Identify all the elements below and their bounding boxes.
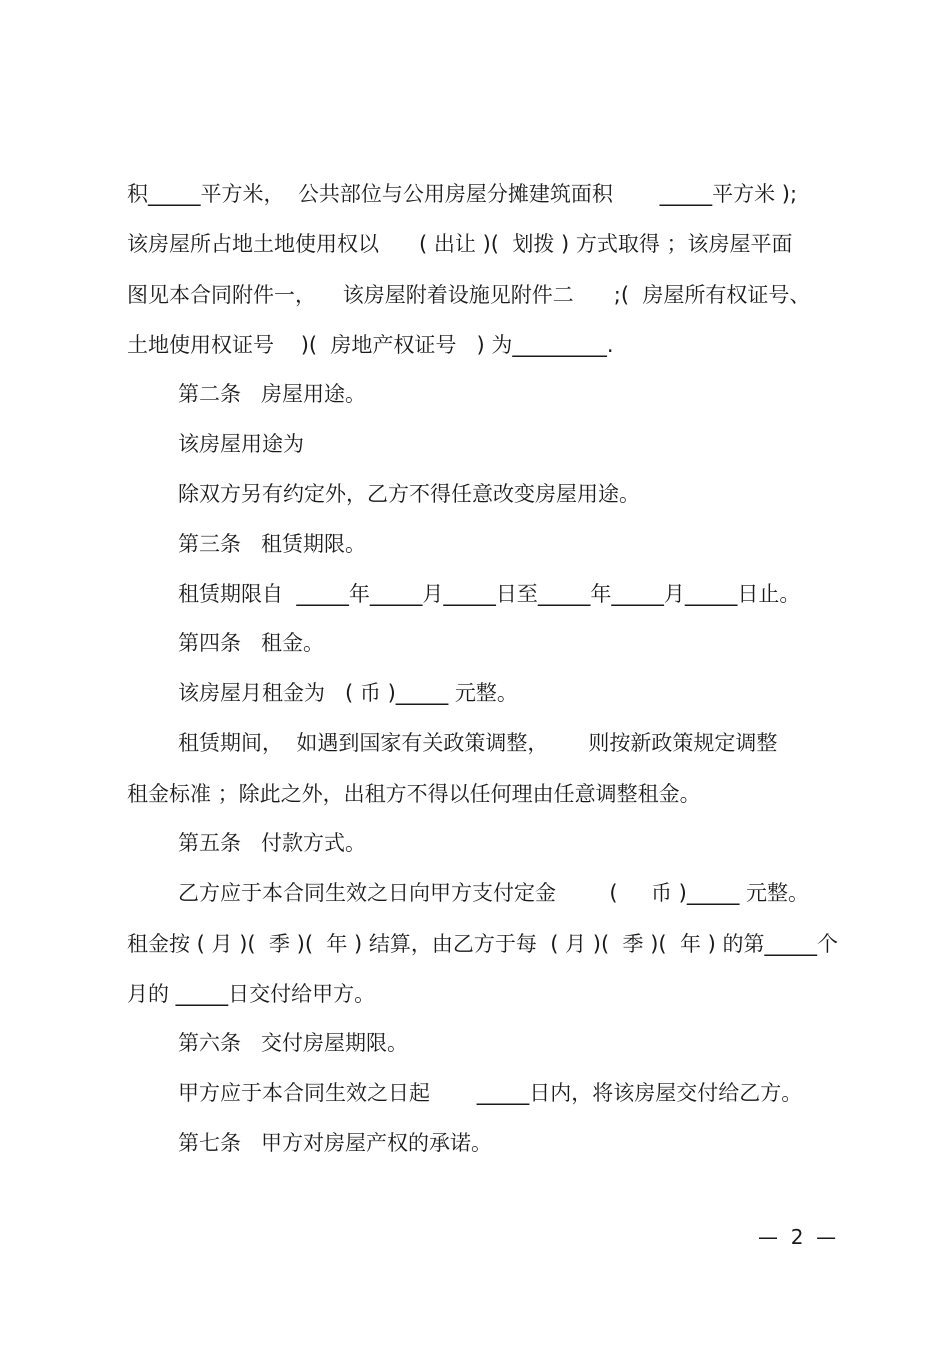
text-line-3: 图见本合同附件一， 该房屋附着设施见附件二 ;( 房屋所有权证号、 <box>127 283 811 307</box>
text-line-16: 租金按 ( 月 )( 季 )( 年 ) 结算，由乙方于每 ( 月 )( 季 )( 年 ) 的第_____个 <box>127 932 838 956</box>
text-line-17: 月的 _____日交付给甲方。 <box>127 982 376 1006</box>
text-line-6: 该房屋用途为 <box>178 432 304 456</box>
article-6-heading: 第六条 交付房屋期限。 <box>178 1031 409 1055</box>
article-4-heading: 第四条 租金。 <box>178 631 325 655</box>
text-line-13: 租金标准 ；除此之外，出租方不得以任何理由任意调整租金。 <box>127 782 701 806</box>
text-line-4: 土地使用权证号 )( 房地产权证号 ) 为_________. <box>127 333 614 357</box>
text-line-11: 该房屋月租金为 ( 币 )_____ 元整。 <box>178 681 518 705</box>
article-7-heading: 第七条 甲方对房屋产权的承诺。 <box>178 1131 493 1155</box>
article-2-heading: 第二条 房屋用途。 <box>178 382 367 406</box>
article-3-heading: 第三条 租赁期限。 <box>178 532 367 556</box>
text-line-2: 该房屋所占地土地使用权以 ( 出让 )( 划拨 ) 方式取得 ；该房屋平面 <box>127 232 793 256</box>
page-number: — 2 — <box>758 1225 837 1249</box>
text-line-9: 租赁期限自 _____年_____月_____日至_____年_____月_____日止。 <box>178 582 801 606</box>
text-line-1: 积_____平方米， 公共部位与公用房屋分摊建筑面积 _____平方米 ); <box>127 182 798 206</box>
article-5-heading: 第五条 付款方式。 <box>178 831 367 855</box>
text-line-7: 除双方另有约定外，乙方不得任意改变房屋用途。 <box>178 482 640 506</box>
text-line-15: 乙方应于本合同生效之日向甲方支付定金 ( 币 )_____ 元整。 <box>178 881 810 905</box>
text-line-19: 甲方应于本合同生效之日起 _____日内，将该房屋交付给乙方。 <box>178 1081 803 1105</box>
text-line-12: 租赁期间， 如遇到国家有关政策调整， 则按新政策规定调整 <box>178 731 778 755</box>
